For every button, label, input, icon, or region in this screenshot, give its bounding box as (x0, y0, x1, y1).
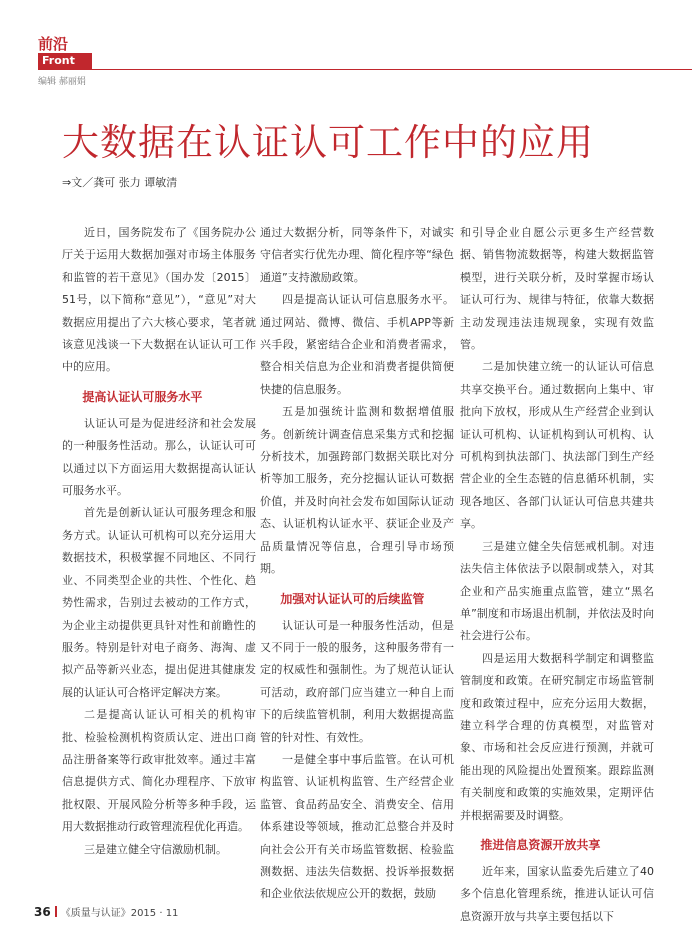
section-label-en: Front (38, 53, 92, 69)
paragraph: 一是健全事中事后监管。在认可机构监管、认证机构监管、生产经营企业监管、食品药品安全、消费安全、信用体系建设等领域，推动汇总整合并及时向社会公开有关市场监管数据、检验监测数据、违法失信数据、投诉举报数据和企业依法依规应公开的数据，鼓励 (260, 752, 454, 901)
paragraph: 和引导企业自愿公示更多生产经营数据、销售物流数据等，构建大数据监管模型，进行关联分析，及时掌握市场认证认可行为、规律与特征，依靠大数据主动发现违法违规现象，实现有效监管。 (460, 226, 654, 352)
paragraph: 近日，国务院发布了《国务院办公厅关于运用大数据加强对市场主体服务和监管的若干意见》（国办发〔2015〕51号，以下简称“意见”），“意见”对大数据应用提出了六大核心要求，笔者就该意见浅谈一下大数据在认证认可工作中的应用。 (62, 226, 256, 374)
paragraph: 三是建立健全守信激励机制。 (84, 842, 227, 856)
journal-name: 《质量与认证》2015 · 11 (60, 908, 179, 919)
text-column-2 (260, 222, 454, 906)
text-column-1 (62, 222, 256, 861)
article-title: 大数据在认证认可工作中的应用 (62, 121, 594, 164)
header-divider (38, 69, 692, 70)
paragraph: 首先是创新认证认可服务理念和服务方式。认证认可机构可以充分运用大数据技术，积极掌握不同地区、不同行业、不同类型企业的共性、个性化、趋势性需求，告别过去被动的工作方式，为企业主动提供更具针对性和前瞻性的服务。特别是针对电子商务、海淘、虚拟产品等新兴业态，提出促进其健康发展的认证认可合格评定解决方案。 (62, 506, 256, 699)
paragraph: 四是提高认证认可信息服务水平。通过网站、微博、微信、手机APP等新兴手段，紧密结合企业和消费者需求，整合相关信息为企业和消费者提供简便快捷的信息服务。 (260, 293, 454, 396)
editor-credit: 编辑 郝丽娟 (38, 77, 86, 87)
text-column-3 (460, 222, 654, 928)
section-heading: 推进信息资源开放共享 (480, 837, 601, 852)
page-footer (34, 904, 178, 919)
footer-divider (55, 906, 57, 917)
paragraph: 认证认可是一种服务性活动，但是又不同于一般的服务，这种服务带有一定的权威性和强制性。为了规范认证认可活动，政府部门应当建立一种自上而下的后续监管机制，利用大数据提高监管的针对性、有效性。 (260, 618, 454, 744)
paragraph: 二是加快建立统一的认证认可信息共享交换平台。通过数据向上集中、审批向下放权，形成从生产经营企业到认证认可机构、认证机构到认可机构、认可机构到执法部门、执法部门到生产经营企业的全生态链的信息循环机制，实现各地区、各部门认证认可信息共建共享。 (460, 360, 654, 531)
paragraph: 五是加强统计监测和数据增值服务。创新统计调查信息采集方式和挖掘分析技术，加强跨部门数据关联比对分析等加工服务，充分挖掘认证认可数据价值，并及时向社会发布如国际认证动态、认证机构认证水平、获证企业及产品质量情况等信息，合理引导市场预期。 (260, 405, 454, 576)
section-heading: 提高认证认可服务水平 (82, 389, 203, 404)
paragraph: 四是运用大数据科学制定和调整监管制度和政策。在研究制定市场监管制度和政策过程中，应充分运用大数据，建立科学合理的仿真模型，对监管对象、市场和社会反应进行预测，并就可能出现的风险提出处置预案。跟踪监测有关制度和政策的实施效果，定期评估并根据需要及时调整。 (460, 651, 654, 822)
paragraph: 通过大数据分析，同等条件下，对诚实守信者实行优先办理、简化程序等“绿色通道”支持激励政策。 (260, 226, 454, 284)
paragraph: 三是建立健全失信惩戒机制。对违法失信主体依法予以限制或禁入，对其企业和产品实施重点监管，建立“黑名单”制度和市场退出机制，并依法及时向社会进行公布。 (460, 539, 654, 643)
page-number: 36 (34, 905, 51, 919)
paragraph: 认证认可是为促进经济和社会发展的一种服务性活动。那么，认证认可可以通过以下方面运用大数据提高认证认可服务水平。 (62, 416, 256, 498)
paragraph: 近年来，国家认监委先后建立了40多个信息化管理系统，推进认证认可信息资源开放与共享主要包括以下 (460, 864, 654, 923)
section-label-cn: 前沿 (38, 35, 69, 53)
paragraph: 二是提高认证认可相关的机构审批、检验检测机构资质认定、进出口商品注册备案等行政审批效率。通过丰富信息提供方式、简化办理程序、下放审批权限、开展风险分析等多种手段，运用大数据推动行政管理流程优化再造。 (62, 708, 256, 834)
article-authors: ⇒文／龚可 张力 谭敏清 (62, 176, 178, 189)
section-heading: 加强对认证认可的后续监管 (280, 591, 425, 606)
